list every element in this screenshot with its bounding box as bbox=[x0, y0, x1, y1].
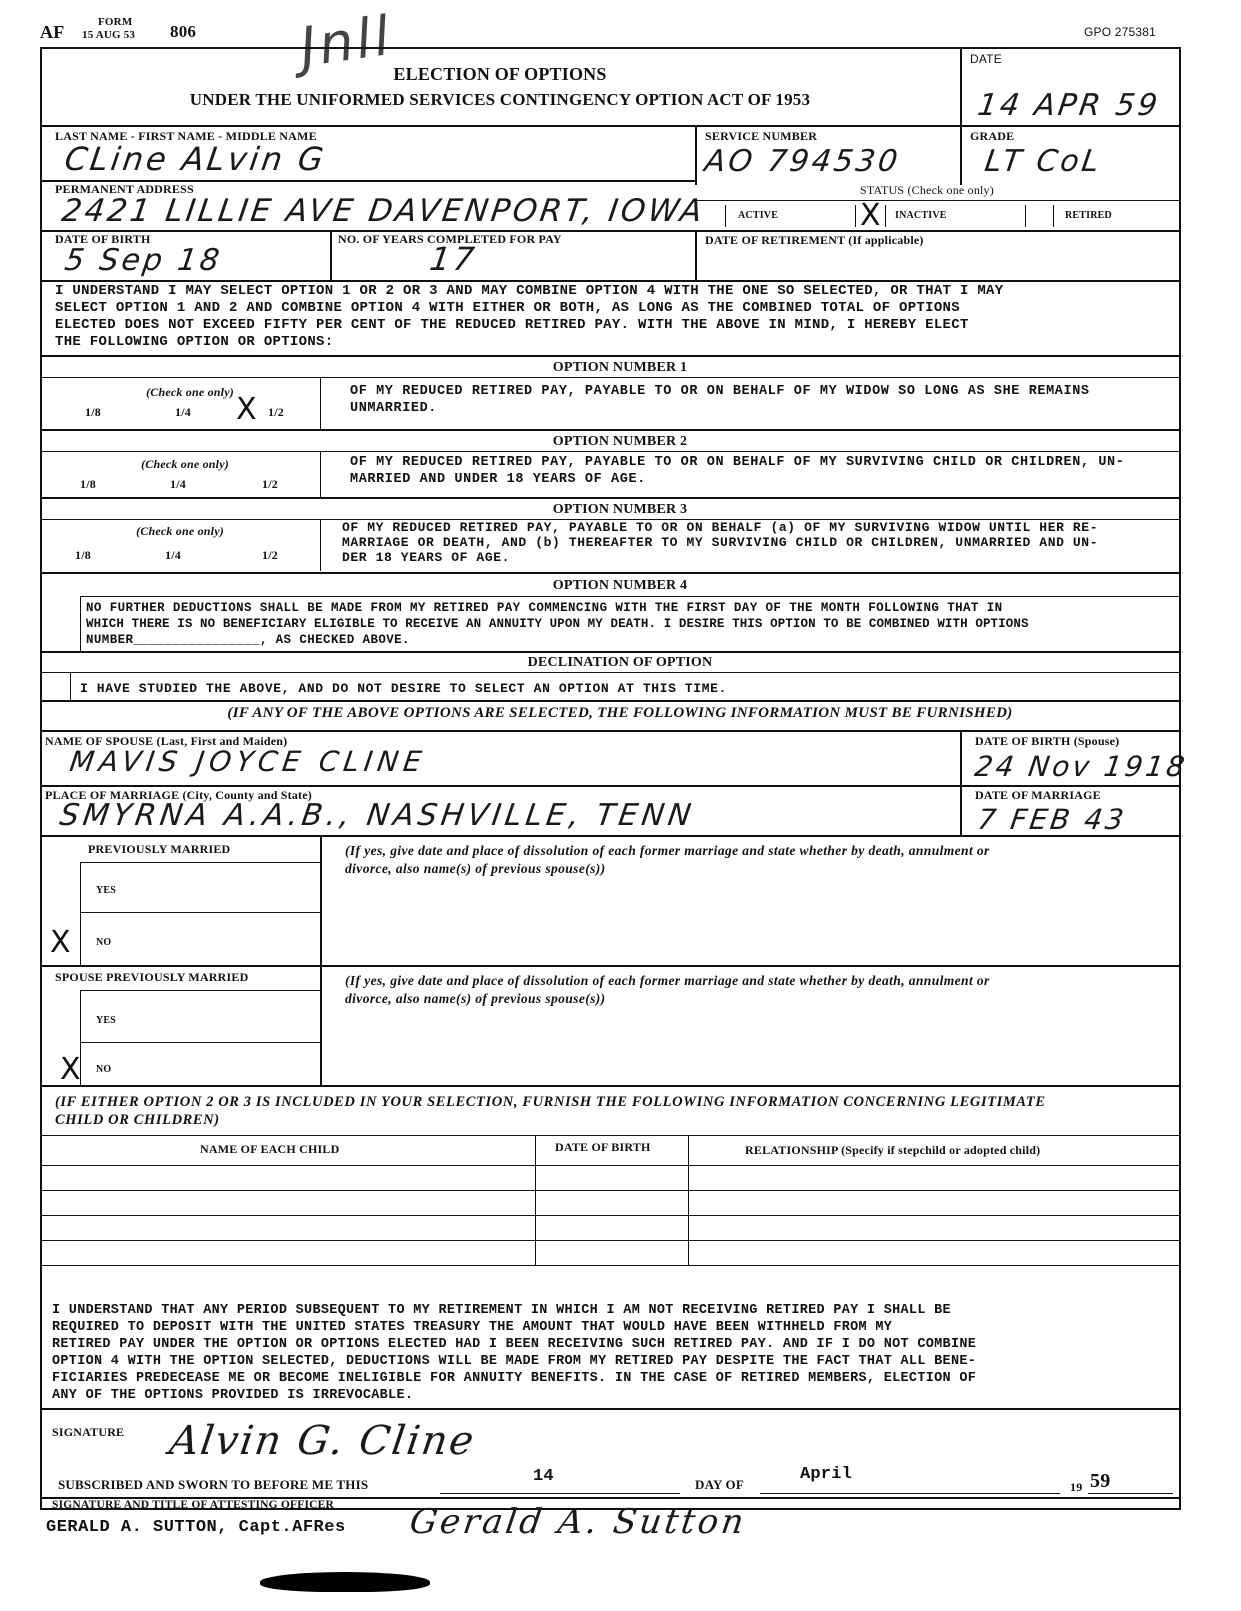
signature-label: SIGNATURE bbox=[52, 1425, 125, 1439]
retirement-label: DATE OF RETIREMENT (If applicable) bbox=[705, 233, 924, 247]
date-marriage-label: DATE OF MARRIAGE bbox=[975, 788, 1101, 802]
understand-line: ELECTED DOES NOT EXCEED FIFTY PER CENT OF THE REDUCED RETIRED PAY. WITH THE ABOVE IN MIND, I HEREBY ELECT bbox=[55, 317, 969, 333]
option1-title: OPTION NUMBER 1 bbox=[552, 360, 688, 375]
furnish-note: (IF ANY OF THE ABOVE OPTIONS ARE SELECTED, THE FOLLOWING INFORMATION MUST BE FURNISHED) bbox=[227, 705, 1013, 721]
dob-label: DATE OF BIRTH bbox=[55, 232, 151, 246]
understand-line: THE FOLLOWING OPTION OR OPTIONS: bbox=[55, 334, 334, 350]
spouse-previously-no[interactable]: NO bbox=[96, 1064, 112, 1075]
form-subtitle: UNDER THE UNIFORMED SERVICES CONTINGENCY OPTION ACT OF 1953 bbox=[189, 90, 811, 109]
option2-frac-1-4[interactable]: 1/4 bbox=[170, 477, 186, 491]
status-label: STATUS (Check one only) bbox=[860, 183, 994, 197]
sworn-year-prefix: 19 bbox=[1070, 1480, 1083, 1494]
grade-label: GRADE bbox=[970, 129, 1015, 143]
status-mark: X bbox=[860, 198, 881, 233]
signature-value: Alvin G. Cline bbox=[166, 1418, 479, 1464]
spouse-previously-note: (If yes, give date and place of dissolution of each former marriage and state whether by death, annulment or divorce, also name(s) of previous spouse(s)) bbox=[345, 973, 990, 1006]
option2-check-one: (Check one only) bbox=[141, 457, 229, 471]
declination-title: DECLINATION OF OPTION bbox=[527, 655, 713, 670]
previously-title: PREVIOUSLY MARRIED bbox=[88, 842, 231, 856]
option4-text: NO FURTHER DEDUCTIONS SHALL BE MADE FROM MY RETIRED PAY COMMENCING WITH THE FIRST DAY OF THE MONTH FOLLOWING THAT IN WHICH THERE IS NO BENEFICIARY ELIGIBLE TO RECEIVE AN ANNUITY UPON MY DEATH. I DESIRE THIS OPTION TO BE COMBINED WITH OPTIONS NUMBER________________, AS CHECKED ABOVE. bbox=[86, 601, 1029, 647]
status-active: ACTIVE bbox=[738, 210, 779, 221]
sworn-month: April bbox=[800, 1465, 853, 1484]
officer-typed: GERALD A. SUTTON, Capt.AFRes bbox=[46, 1518, 346, 1537]
form-number: 806 bbox=[170, 22, 197, 41]
spouse-name-label: NAME OF SPOUSE (Last, First and Maiden) bbox=[45, 734, 288, 748]
spouse-previously-title: SPOUSE PREVIOUSLY MARRIED bbox=[55, 970, 249, 984]
gpo-number: GPO 275381 bbox=[1084, 25, 1157, 39]
option3-check-one: (Check one only) bbox=[136, 524, 224, 538]
service-number-value: AO 794530 bbox=[702, 144, 903, 179]
sworn-day: 14 bbox=[533, 1467, 554, 1486]
officer-signature: Gerald A. Sutton bbox=[407, 1502, 750, 1542]
sworn-day-of: DAY OF bbox=[695, 1477, 744, 1492]
option3-frac-1-8[interactable]: 1/8 bbox=[75, 548, 91, 562]
option1-mark: X bbox=[236, 392, 257, 427]
previously-mark: X bbox=[50, 925, 71, 960]
option1-frac-1-2[interactable]: 1/2 bbox=[268, 405, 284, 419]
previously-yes[interactable]: YES bbox=[96, 885, 117, 896]
option1-frac-1-8[interactable]: 1/8 bbox=[85, 405, 101, 419]
scan-smudge bbox=[260, 1572, 430, 1592]
spouse-previously-yes[interactable]: YES bbox=[96, 1015, 117, 1026]
date-value: 14 APR 59 bbox=[975, 88, 1163, 123]
option3-title: OPTION NUMBER 3 bbox=[552, 502, 688, 517]
officer-label: SIGNATURE AND TITLE OF ATTESTING OFFICER bbox=[52, 1499, 335, 1511]
option1-frac-1-4[interactable]: 1/4 bbox=[175, 405, 191, 419]
option2-frac-1-8[interactable]: 1/8 bbox=[80, 477, 96, 491]
date-label: DATE bbox=[970, 52, 1002, 66]
col-child-dob: DATE OF BIRTH bbox=[555, 1140, 651, 1154]
option1-check-one: (Check one only) bbox=[146, 385, 234, 399]
spouse-previously-mark: X bbox=[60, 1052, 81, 1087]
address-value: 2421 LILLIE AVE DAVENPORT, IOWA bbox=[59, 193, 708, 229]
statement-paragraph: I UNDERSTAND THAT ANY PERIOD SUBSEQUENT TO MY RETIREMENT IN WHICH I AM NOT RECEIVING RETIRED PAY I SHALL BE REQUIRED TO DEPOSIT WITH THE UNITED STATES TREASURY THE AMOUNT THAT WOULD HAVE BEEN WITHHELD FROM MY RETIRED PAY UNDER THE OPTION OR OPTIONS ELECTED HAD I BEEN RECEIVING SUCH RETIRED PAY. AND IF I DO NOT COMBINE OPTION 4 WITH THE OPTION SELECTED, DEDUCTIONS WILL BE MADE FROM MY RETIRED PAY DESPITE THE FACT THAT ALL BENE- FICIARIES PREDECEASE ME OR BECOME INELIGIBLE FOR ANNUITY BENEFITS. IN THE CASE OF RETIRED MEMBERS, ELECTION OF ANY OF THE OPTIONS PROVIDED IS IRREVOCABLE. bbox=[52, 1303, 977, 1403]
form-word: FORM bbox=[98, 16, 133, 28]
place-marriage-label: PLACE OF MARRIAGE (City, County and State) bbox=[45, 788, 312, 802]
years-value: 17 bbox=[427, 240, 480, 278]
spouse-dob-label: DATE OF BIRTH (Spouse) bbox=[975, 734, 1120, 748]
place-marriage-value: SMYRNA A.A.B., NASHVILLE, TENN bbox=[57, 798, 698, 833]
sworn-year: 59 bbox=[1090, 1470, 1111, 1492]
option2-frac-1-2[interactable]: 1/2 bbox=[262, 477, 278, 491]
option2-title: OPTION NUMBER 2 bbox=[552, 434, 688, 449]
form-title: ELECTION OF OPTIONS bbox=[393, 64, 607, 84]
spouse-name-value: MAVIS JOYCE CLINE bbox=[67, 745, 429, 778]
name-label: LAST NAME - FIRST NAME - MIDDLE NAME bbox=[55, 129, 317, 143]
option3-text: OF MY REDUCED RETIRED PAY, PAYABLE TO OR ON BEHALF (a) OF MY SURVIVING WIDOW UNTIL HER RE- MARRIAGE OR DEATH, AND (b) THEREAFTER TO MY SURVIVING CHILD OR CHILDREN, UNMARRIED AND UN- DER 18 YEARS OF AGE. bbox=[342, 520, 1099, 565]
option1-text: OF MY REDUCED RETIRED PAY, PAYABLE TO OR ON BEHALF OF MY WIDOW SO LONG AS SHE REMAINS UNMARRIED. bbox=[350, 384, 1090, 416]
date-marriage-value: 7 FEB 43 bbox=[975, 803, 1129, 836]
option4-title: OPTION NUMBER 4 bbox=[552, 578, 688, 593]
years-label: NO. OF YEARS COMPLETED FOR PAY bbox=[338, 232, 562, 246]
form-af: AF bbox=[40, 22, 65, 42]
option3-frac-1-2[interactable]: 1/2 bbox=[262, 548, 278, 562]
previously-note: (If yes, give date and place of dissolution of each former marriage and state whether by death, annulment or divorce, also name(s) of previous spouse(s)) bbox=[345, 843, 990, 876]
address-label: PERMANENT ADDRESS bbox=[55, 182, 194, 196]
status-inactive: INACTIVE bbox=[895, 210, 947, 221]
status-retired: RETIRED bbox=[1065, 210, 1112, 221]
grade-value: LT CoL bbox=[982, 144, 1105, 179]
top-scribble: Jnll bbox=[296, 3, 397, 80]
form-date: 15 AUG 53 bbox=[82, 29, 136, 41]
option3-frac-1-4[interactable]: 1/4 bbox=[165, 548, 181, 562]
name-value: CLine ALvin G bbox=[62, 140, 329, 178]
dob-value: 5 Sep 18 bbox=[62, 243, 225, 278]
sworn-label: SUBSCRIBED AND SWORN TO BEFORE ME THIS bbox=[58, 1477, 369, 1492]
understand-line: I UNDERSTAND I MAY SELECT OPTION 1 OR 2 OR 3 AND MAY COMBINE OPTION 4 WITH THE ONE SO SELECTED, OR THAT I MAY bbox=[55, 283, 1004, 299]
understand-line: SELECT OPTION 1 AND 2 AND COMBINE OPTION 4 WITH EITHER OR BOTH, AS LONG AS THE COMBINED TOTAL OF OPTIONS bbox=[55, 300, 960, 316]
col-child-relationship: RELATIONSHIP (Specify if stepchild or adopted child) bbox=[745, 1143, 1041, 1157]
previously-no[interactable]: NO bbox=[96, 937, 112, 948]
col-child-name: NAME OF EACH CHILD bbox=[200, 1142, 340, 1156]
children-note: (IF EITHER OPTION 2 OR 3 IS INCLUDED IN YOUR SELECTION, FURNISH THE FOLLOWING INFORMATION CONCERNING LEGITIMATE CHILD OR CHILDREN) bbox=[55, 1094, 1046, 1128]
declination-text: I HAVE STUDIED THE ABOVE, AND DO NOT DESIRE TO SELECT AN OPTION AT THIS TIME. bbox=[80, 681, 727, 696]
spouse-dob-value: 24 Nov 1918 bbox=[972, 750, 1190, 783]
service-number-label: SERVICE NUMBER bbox=[705, 129, 818, 143]
understand-paragraph bbox=[55, 283, 1003, 351]
option2-text: OF MY REDUCED RETIRED PAY, PAYABLE TO OR ON BEHALF OF MY SURVIVING CHILD OR CHILDREN, UN- MARRIED AND UNDER 18 YEARS OF AGE. bbox=[350, 455, 1125, 487]
